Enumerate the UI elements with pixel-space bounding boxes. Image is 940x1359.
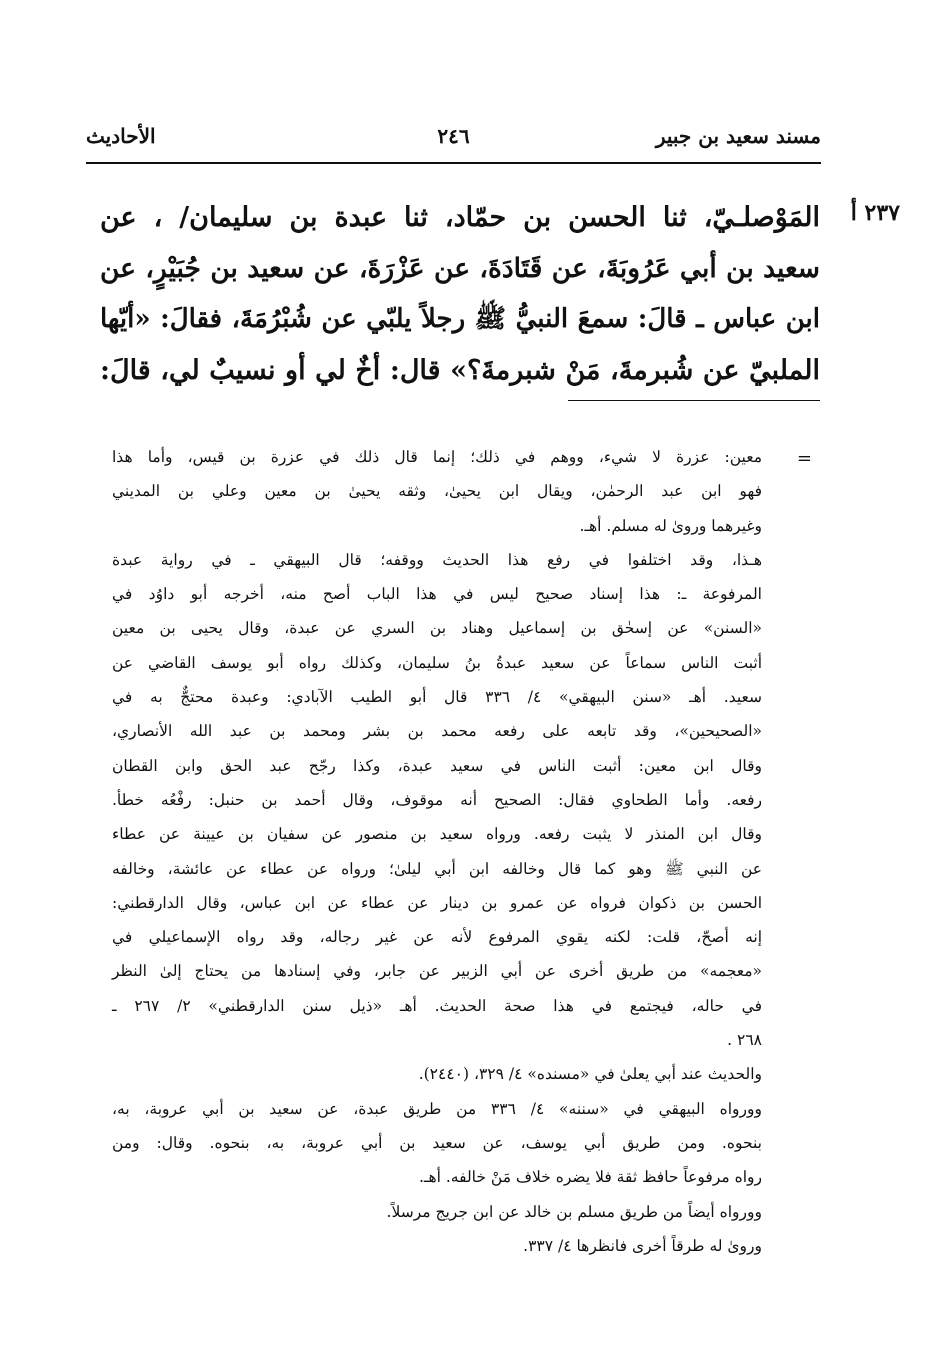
footnote-line: «الصحيحين»، وقد تابعه على رفعه محمد بن بشر ومحمد بن عبد الله الأنصاري، <box>112 722 762 741</box>
footnote-line: وورواه البيهقي في «سننه» ٤/ ٣٣٦ من طريق عبدة، عن سعيد بن أبي عروبة، به، <box>112 1099 763 1118</box>
main-line: المَوْصلـيّ، ثنا الحسن بن حمّاد، ثنا عبدة بن سليمان/ ، عن <box>100 202 820 233</box>
footnotes <box>112 440 762 1263</box>
footnote-line: معين: عزرة لا شيء، ووهم في ذلك؛ إنما قال ذلك في عزرة بن قيس، وأما هذا <box>112 448 762 466</box>
page-header <box>86 124 821 158</box>
footnote-continuation-marker: = <box>796 448 812 469</box>
footnote-line: بنحوه. ومن طريق أبي يوسف، عن سعيد بن أبي عروبة، به، بنحوه. وقال: ومن <box>112 1133 762 1152</box>
section-title: الأحاديث <box>86 124 156 148</box>
footnote-line: وغيرهما وروىٰ له مسلم. أهـ. <box>579 516 762 535</box>
footnote-line: والحديث عند أبي يعلىٰ في «مسنده» ٤/ ٣٢٩، (٢٤٤٠). <box>418 1065 762 1084</box>
footnote-line: وروىٰ له طرقاً أخرى فانظرها ٤/ ٣٣٧. <box>523 1236 762 1255</box>
footnote-line: وورواه أيضاً من طريق مسلم بن خالد عن ابن جريج مرسلاً. <box>386 1202 762 1221</box>
footnote-line: رواه مرفوعاً حافظ ثقة فلا يضره خلاف مَنْ خالفه. أهـ. <box>418 1168 762 1187</box>
book-title: مسند سعيد بن جبير <box>655 124 821 148</box>
footnote-line: الحسن بن ذكوان فرواه عن عمرو بن دينار عن عطاء عن ابن عباس، وقال الدارقطني: <box>112 893 762 912</box>
main-text <box>100 192 820 396</box>
footnote-line: رفعه. وأما الطحاوي فقال: الصحيح أنه موقوف، وقال أحمد بن حنبل: رفْعُه خطأ. <box>112 790 762 809</box>
main-line: ابن عباس ـ قالَ: سمعَ النبيُّ ﷺ رجلاً يلبّي عن شُبْرُمَةَ، فقالَ: «أيّها <box>100 304 820 334</box>
main-line: سعيد بن أبي عَرُوبَةَ، عن قَتَادَةَ، عن عَزْرَةَ، عن سعيد بن جُبَيْرٍ، عن <box>100 253 820 284</box>
footnote-line: أثبت الناس سماعاً عن سعيد عبدةُ بنُ سليمان، وكذلك رواه أبو يوسف القاضي عن <box>112 653 762 672</box>
footnote-line: المرفوعة ـ: هذا إسناد صحيح ليس في هذا الباب أصح منه، أخرجه أبو داوُد في <box>112 585 762 604</box>
footnote-divider <box>568 400 820 401</box>
footnote-line: فهو ابن عبد الرحمٰن، ويقال ابن يحيىٰ، وثقه يحيىٰ بن معين وعلي بن المديني <box>112 482 762 501</box>
page-number: ٢٤٦ <box>437 124 470 148</box>
header-divider <box>86 162 821 164</box>
main-line: الملبيّ عن شُبرمةَ، مَنْ شبرمةَ؟» قال: أخٌ لي أو نسيبٌ لي، قالَ: <box>100 355 820 386</box>
footnote-line: «السنن» عن إسحٰق بن إسماعيل وهناد بن السري عن عبدة، وقال يحيى بن معين <box>112 619 762 638</box>
footnote-line: وقال ابن معين: أثبت الناس في سعيد عبدة، وكذا رجّح عبد الحق وابن القطان <box>112 756 762 775</box>
footnote-line: سعيد. أهـ «سنن البيهقي» ٤/ ٣٣٦ قال أبو الطيب الآبادي: وعبدة محتجٌّ به في <box>112 688 762 707</box>
footnote-line: عن النبي ﷺ وهو كما قال وخالفه ابن أبي ليلىٰ؛ ورواه عن عطاء عن عائشة، وخالفه <box>112 859 762 878</box>
hadith-number: ٢٣٧ أ <box>850 200 900 226</box>
footnote-line: «معجمه» من طريق أخرى عن أبي الزبير عن جابر، وفي إسنادها من يحتاج إلىٰ النظر <box>112 962 762 981</box>
footnote-line: وقال ابن المنذر لا يثبت رفعه. ورواه سعيد بن منصور عن سفيان بن عيينة عن عطاء <box>112 825 762 844</box>
footnote-line: إنه أصحّ، قلت: لكنه يقوي المرفوع لأنه عن غير رجاله، وقد رواه الإسماعيلي في <box>112 928 762 947</box>
footnote-line: هـذا، وقد اختلفوا في رفع هذا الحديث ووقفه؛ قال البيهقي ـ في رواية عبدة <box>112 550 762 569</box>
footnote-line: في حاله، فيجتمع في هذا صحة الحديث. أهـ «ذيل سنن الدارقطني» ٢/ ٢٦٧ ـ <box>112 996 763 1015</box>
footnote-line: ٢٦٨ . <box>727 1031 762 1050</box>
